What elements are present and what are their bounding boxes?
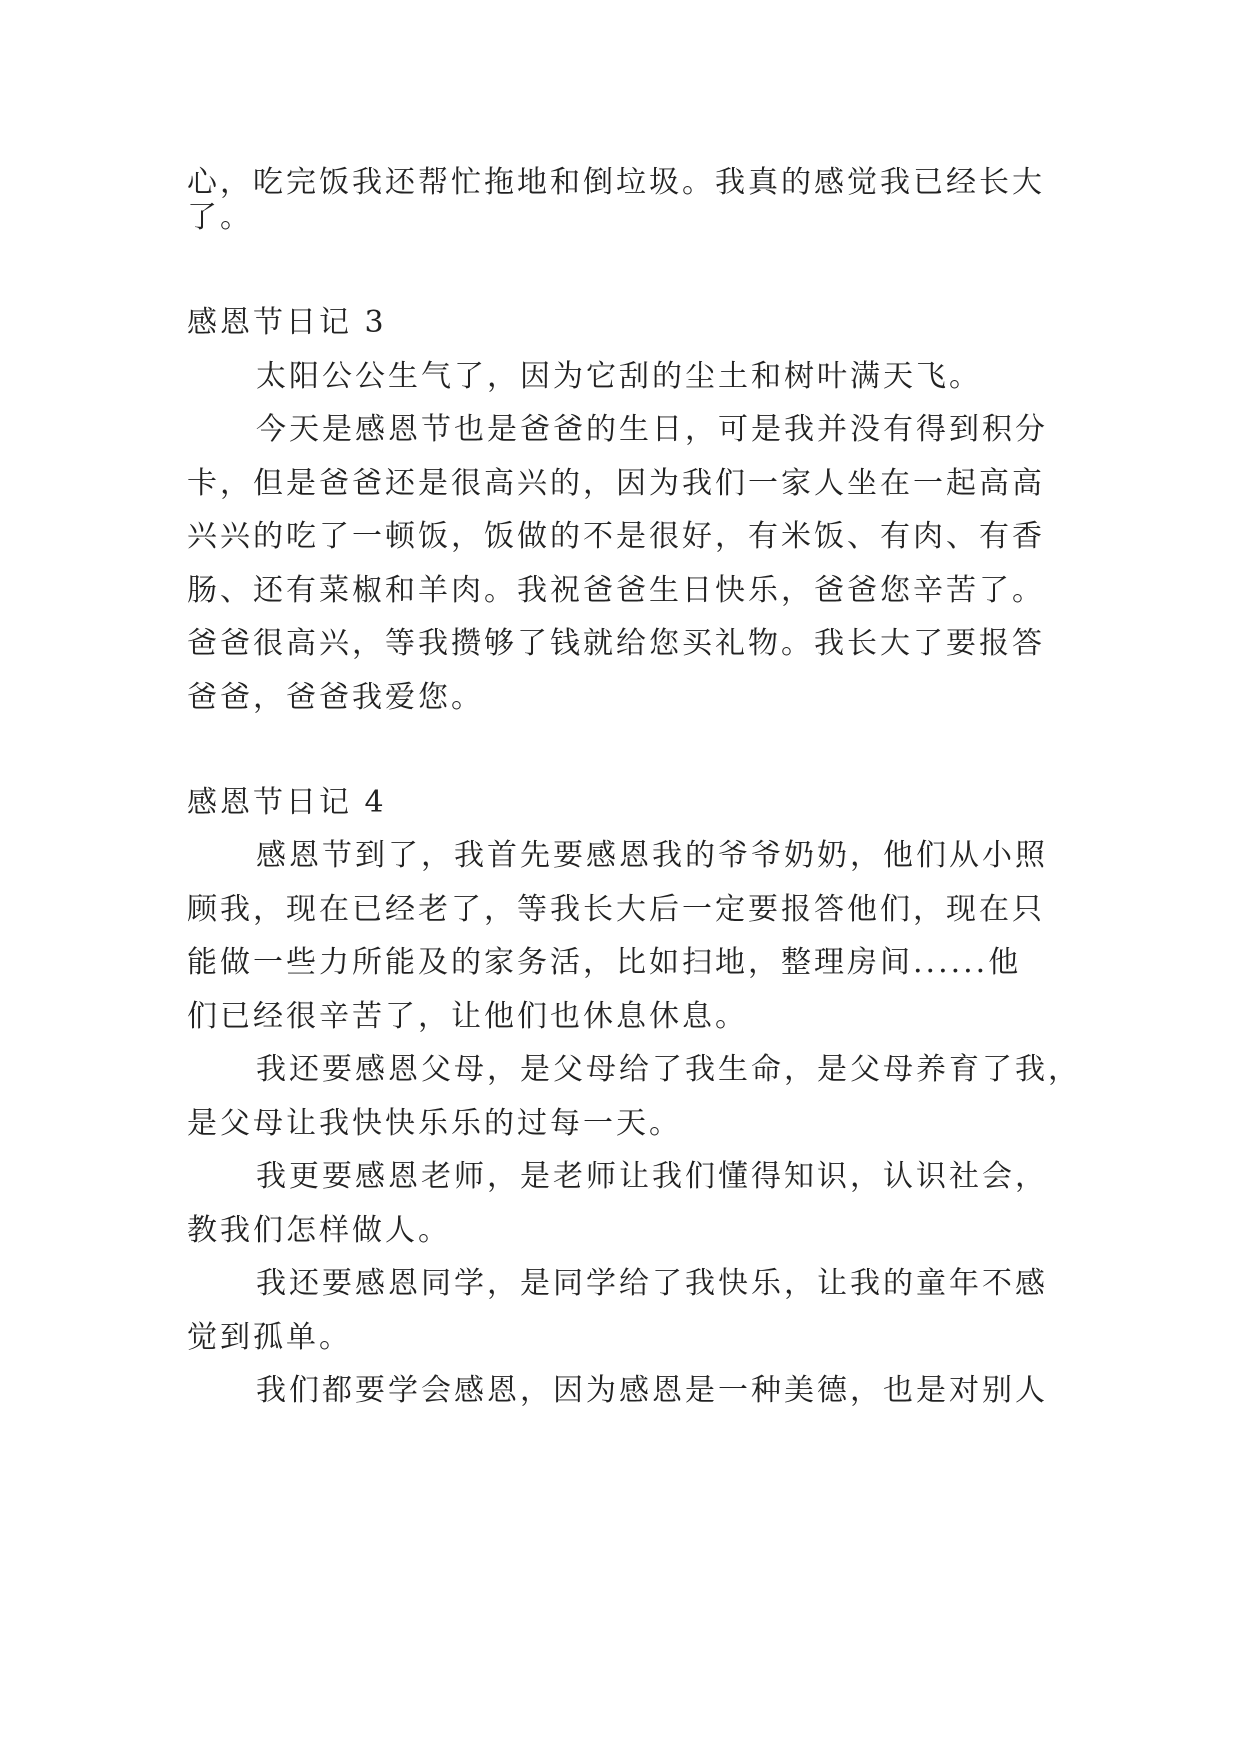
text-line: 我们都要学会感恩，因为感恩是一种美德，也是对别人: [256, 1373, 1048, 1408]
text-line: 感恩节到了，我首先要感恩我的爷爷奶奶，他们从小照: [256, 838, 1048, 873]
text-line: 心，吃完饭我还帮忙拖地和倒垃圾。我真的感觉我已经长大: [187, 165, 1045, 200]
text-line: 顾我，现在已经老了，等我长大后一定要报答他们，现在只: [187, 892, 1045, 927]
text-line: 能做一些力所能及的家务活，比如扫地，整理房间......他: [187, 945, 1022, 980]
section-heading: 感恩节日记 3: [187, 305, 387, 340]
text-line: 爸爸，爸爸我爱您。: [187, 680, 484, 715]
text-line: 我更要感恩老师，是老师让我们懂得知识，认识社会，: [256, 1159, 1048, 1194]
text-line: 爸爸很高兴，等我攒够了钱就给您买礼物。我长大了要报答: [187, 626, 1045, 661]
text-line: 了。: [187, 200, 253, 235]
text-line: 兴兴的吃了一顿饭，饭做的不是很好，有米饭、有肉、有香: [187, 519, 1045, 554]
text-line: 是父母让我快快乐乐的过每一天。: [187, 1106, 682, 1141]
text-line: 太阳公公生气了，因为它刮的尘土和树叶满天飞。: [256, 359, 982, 394]
text-line: 卡，但是爸爸还是很高兴的，因为我们一家人坐在一起高高: [187, 466, 1045, 501]
section-heading: 感恩节日记 4: [187, 785, 387, 820]
text-line: 今天是感恩节也是爸爸的生日，可是我并没有得到积分: [256, 412, 1048, 447]
text-line: 我还要感恩同学，是同学给了我快乐，让我的童年不感: [256, 1266, 1048, 1301]
text-line: 我还要感恩父母，是父母给了我生命，是父母养育了我，: [256, 1052, 1081, 1087]
text-line: 觉到孤单。: [187, 1320, 352, 1355]
text-line: 肠、还有菜椒和羊肉。我祝爸爸生日快乐，爸爸您辛苦了。: [187, 573, 1045, 608]
text-line: 教我们怎样做人。: [187, 1213, 451, 1248]
text-line: 们已经很辛苦了，让他们也休息休息。: [187, 999, 748, 1034]
